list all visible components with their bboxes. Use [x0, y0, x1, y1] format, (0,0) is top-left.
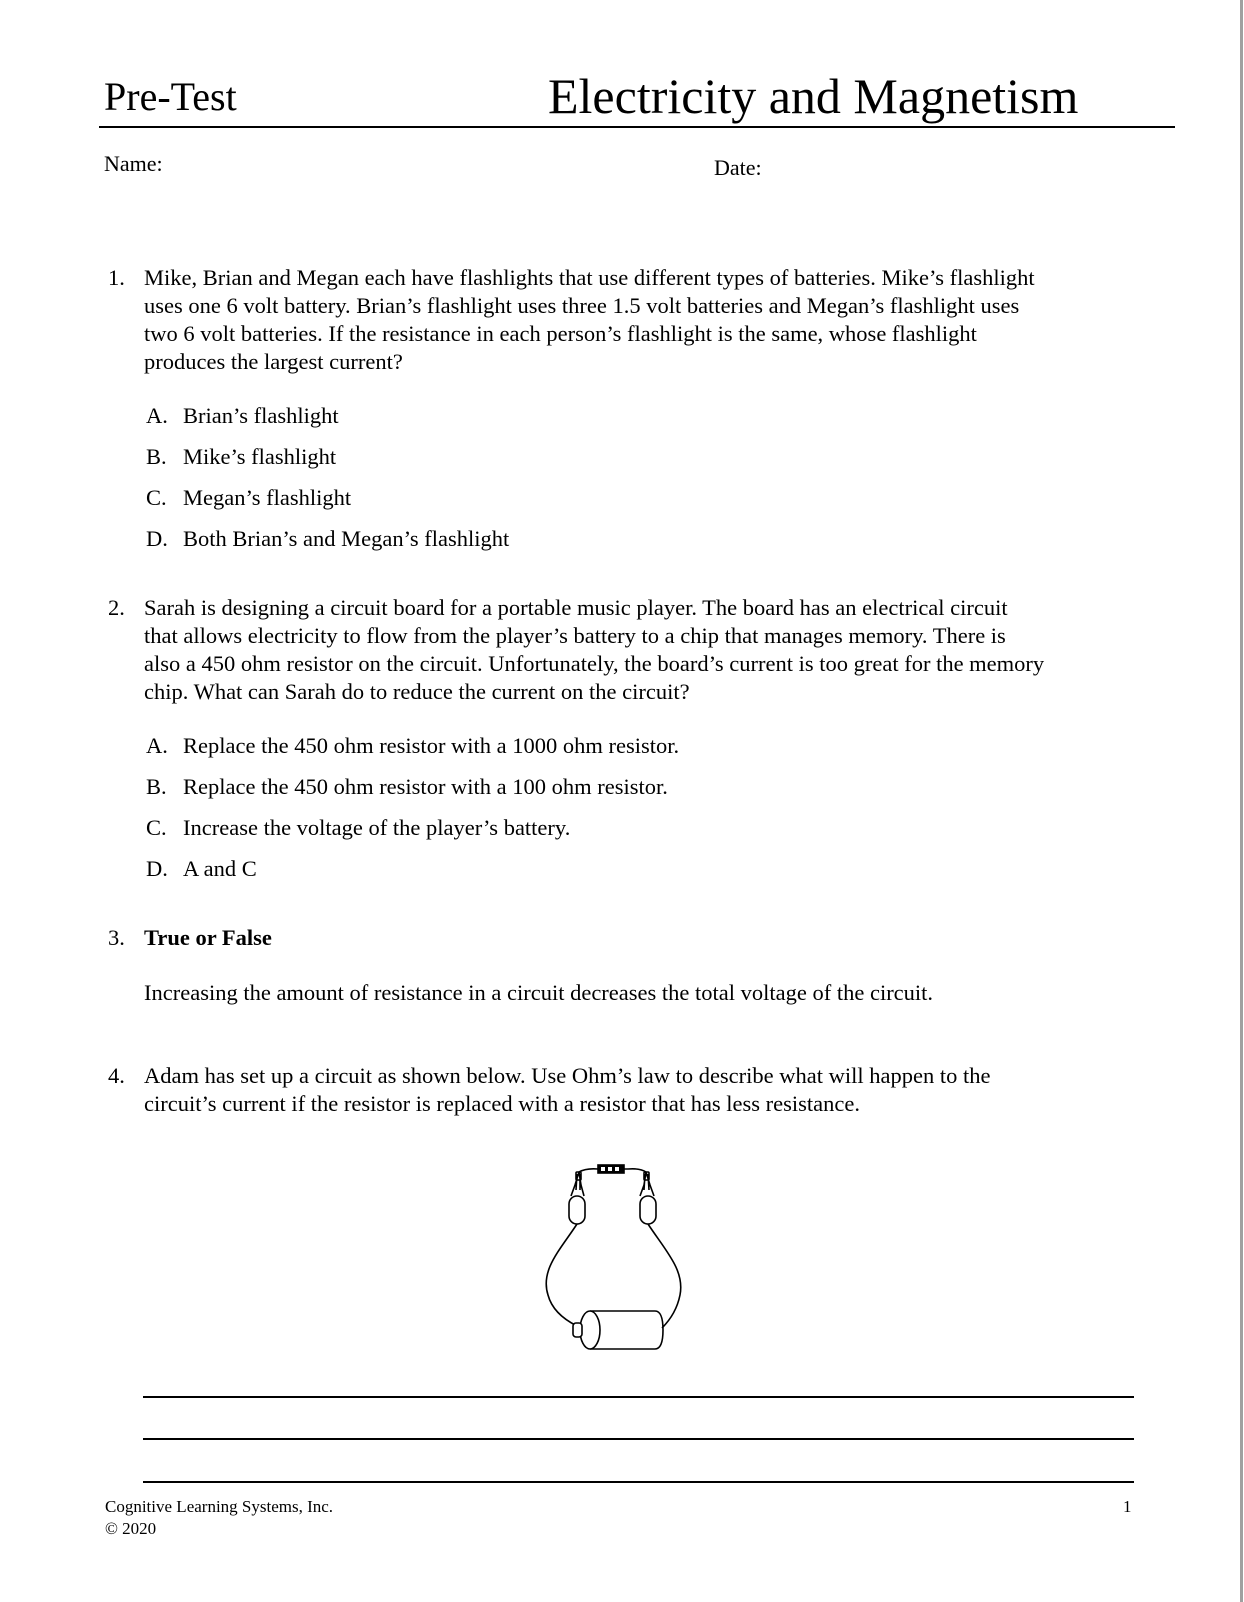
question-heading: True or False: [144, 925, 272, 950]
question-number: 4.: [108, 1063, 125, 1088]
q2-option-c[interactable]: [146, 814, 570, 842]
footer-company: Cognitive Learning Systems, Inc.: [105, 1497, 334, 1516]
option-letter: A.: [146, 403, 168, 428]
question-line: Sarah is designing a circuit board for a portable music player. The board has an electrical circuit: [144, 595, 1008, 620]
question-number: 1.: [108, 265, 125, 290]
page-number: 1: [1123, 1497, 1132, 1516]
name-label: Name:: [104, 151, 163, 176]
statement-text: Increasing the amount of resistance in a circuit decreases the total voltage of the circuit.: [144, 980, 934, 1005]
q1-option-c[interactable]: [146, 484, 351, 512]
q2-option-a[interactable]: [146, 732, 679, 760]
q2-option-d[interactable]: [146, 855, 257, 883]
question-line: produces the largest current?: [144, 349, 403, 374]
option-letter: A.: [146, 733, 168, 758]
option-letter: C.: [146, 485, 167, 510]
option-text: Increase the voltage of the player’s battery.: [183, 815, 571, 840]
option-text: Brian’s flashlight: [183, 403, 339, 428]
question-line: Mike, Brian and Megan each have flashlights that use different types of batteries. Mike’s flashlight: [144, 265, 1035, 290]
option-text: Replace the 450 ohm resistor with a 1000 ohm resistor.: [183, 733, 680, 758]
battery-terminal-icon: [573, 1323, 582, 1337]
q1-option-a[interactable]: [146, 402, 339, 430]
q2-option-b[interactable]: [146, 773, 668, 801]
header-divider: [99, 126, 1175, 128]
question-line: that allows electricity to flow from the player’s battery to a chip that manages memory. There is: [144, 623, 1006, 648]
option-letter: D.: [146, 526, 168, 551]
date-label: Date:: [714, 155, 762, 180]
footer-copyright: © 2020: [105, 1519, 157, 1538]
question-line: chip. What can Sarah do to reduce the current on the circuit?: [144, 679, 690, 704]
question-text: [144, 594, 1044, 706]
option-text: Both Brian’s and Megan’s flashlight: [183, 526, 510, 551]
answer-line[interactable]: [143, 1396, 1134, 1398]
answer-line[interactable]: [143, 1438, 1134, 1440]
question-line: also a 450 ohm resistor on the circuit. Unfortunately, the board’s current is too great for the memory: [144, 651, 1045, 676]
right-clip-handle: [640, 1196, 656, 1224]
option-text: Mike’s flashlight: [183, 444, 337, 469]
option-letter: C.: [146, 815, 167, 840]
option-letter: B.: [146, 774, 167, 799]
page-edge: [1240, 0, 1243, 1602]
option-letter: B.: [146, 444, 167, 469]
question-text: [144, 1062, 990, 1118]
circuit-diagram: [540, 1160, 690, 1350]
page-title: Electricity and Magnetism: [548, 68, 1079, 124]
option-text: A and C: [183, 856, 257, 881]
question-line: two 6 volt batteries. If the resistance in each person’s flashlight is the same, whose flashlight: [144, 321, 977, 346]
question-number: 2.: [108, 595, 125, 620]
pretest-label: Pre-Test: [104, 74, 237, 119]
q1-option-b[interactable]: [146, 443, 336, 471]
answer-line[interactable]: [143, 1481, 1134, 1483]
option-letter: D.: [146, 856, 168, 881]
option-text: Megan’s flashlight: [183, 485, 352, 510]
option-text: Replace the 450 ohm resistor with a 100 ohm resistor.: [183, 774, 668, 799]
question-line: Adam has set up a circuit as shown below. Use Ohm’s law to describe what will happen to the: [144, 1063, 991, 1088]
left-clip-handle: [569, 1196, 585, 1224]
question-text: [144, 264, 1035, 376]
question-line: uses one 6 volt battery. Brian’s flashlight uses three 1.5 volt batteries and Megan’s flashlight uses: [144, 293, 1020, 318]
question-line: circuit’s current if the resistor is replaced with a resistor that has less resistance.: [144, 1091, 861, 1116]
q1-option-d[interactable]: [146, 525, 509, 553]
question-number: 3.: [108, 925, 125, 950]
